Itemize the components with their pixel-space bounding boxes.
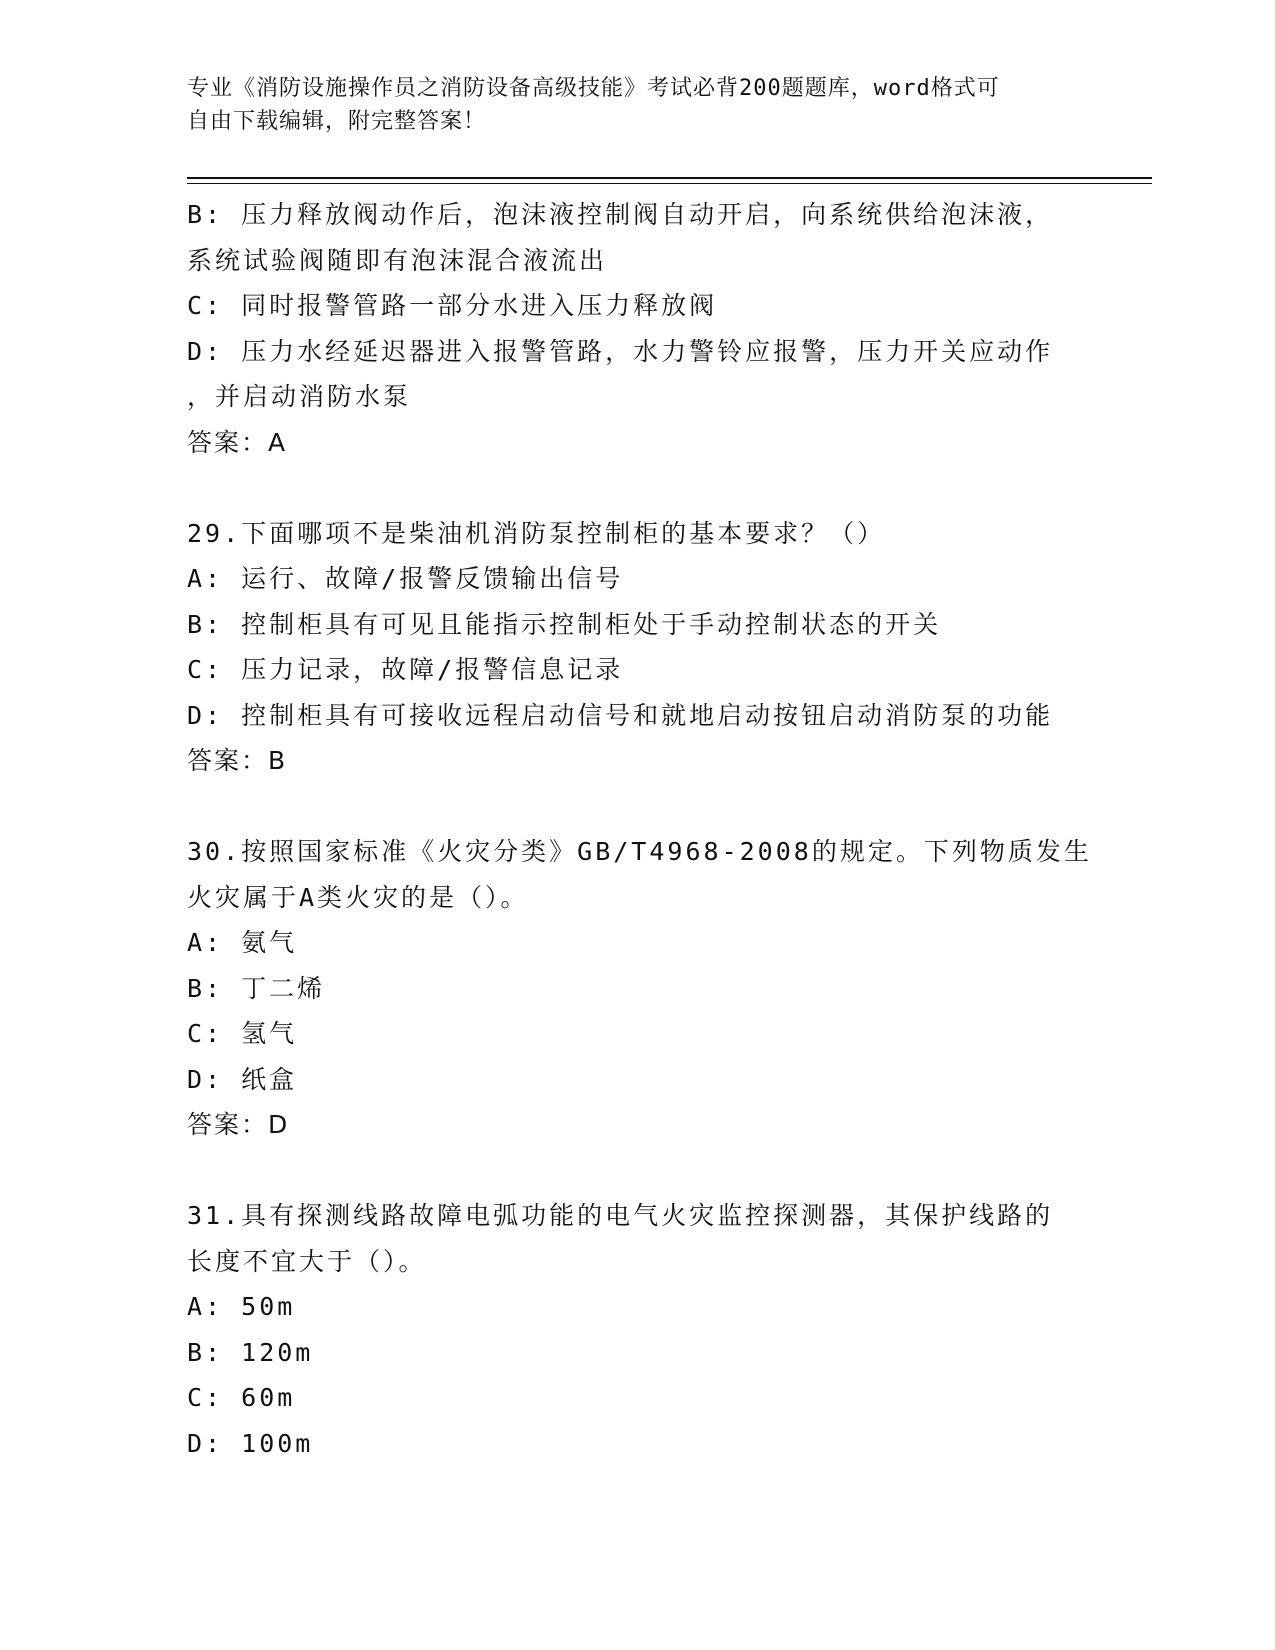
option-b: B: 120m xyxy=(187,1337,314,1367)
option-c: C: 60m xyxy=(187,1383,296,1412)
question-text-line-1: 31.具有探测线路故障电弧功能的电气火灾监控探测器，其保护线路的 xyxy=(187,1201,1054,1230)
header-line-2: 自由下载编辑，附完整答案！ xyxy=(187,109,487,134)
spacer xyxy=(187,784,1067,830)
question-text-line-1: 30.按照国家标准《火灾分类》GB/T4968-2008的规定。下列物质发生 xyxy=(187,837,1092,866)
option-d-line-2: ，并启动消防水泵 xyxy=(187,382,412,411)
header-divider-thick xyxy=(187,177,1152,179)
answer: 答案：D xyxy=(187,1110,290,1139)
question-list xyxy=(187,192,1092,1466)
question-31 xyxy=(187,1193,1067,1466)
document-header xyxy=(187,72,1067,138)
option-d: D: 纸盒 xyxy=(187,1064,298,1094)
question-text-line-2: 长度不宜大于（）。 xyxy=(187,1246,427,1276)
option-c: C: 压力记录，故障/报警信息记录 xyxy=(187,655,624,684)
header-line-1: 专业《消防设施操作员之消防设备高级技能》考试必背200题题库，word格式可 xyxy=(187,76,1000,101)
question-30 xyxy=(187,829,1092,1148)
option-b: B: 丁二烯 xyxy=(187,973,326,1003)
option-d: D: 控制柜具有可接收远程启动信号和就地启动按钮启动消防泵的功能 xyxy=(187,700,1054,730)
question-29 xyxy=(187,511,1067,784)
spacer xyxy=(187,465,1067,511)
option-a: A: 50m xyxy=(187,1292,296,1321)
answer: 答案：B xyxy=(187,746,288,775)
option-d-line-1: D: 压力水经延迟器进入报警管路，水力警铃应报警，压力开关应动作 xyxy=(187,336,1054,366)
option-a: A: 氨气 xyxy=(187,928,298,957)
option-c: C: 氢气 xyxy=(187,1019,298,1048)
question-text: 29.下面哪项不是柴油机消防泵控制柜的基本要求？（） xyxy=(187,518,886,548)
option-c: C: 同时报警管路一部分水进入压力释放阀 xyxy=(187,291,718,320)
option-a: A: 运行、故障/报警反馈输出信号 xyxy=(187,564,624,593)
question-text-line-2: 火灾属于A类火灾的是（）。 xyxy=(187,882,529,912)
header-divider-thin xyxy=(187,183,1152,184)
option-d: D: 100m xyxy=(187,1428,314,1458)
option-b-line-2: 系统试验阀随即有泡沫混合液流出 xyxy=(187,245,608,275)
spacer xyxy=(187,1148,1067,1194)
answer: 答案：A xyxy=(187,427,288,457)
option-b-line-1: B: 压力释放阀动作后，泡沫液控制阀自动开启，向系统供给泡沫液， xyxy=(187,200,1054,229)
question-28-tail xyxy=(187,192,1067,465)
option-b: B: 控制柜具有可见且能指示控制柜处于手动控制状态的开关 xyxy=(187,609,942,639)
